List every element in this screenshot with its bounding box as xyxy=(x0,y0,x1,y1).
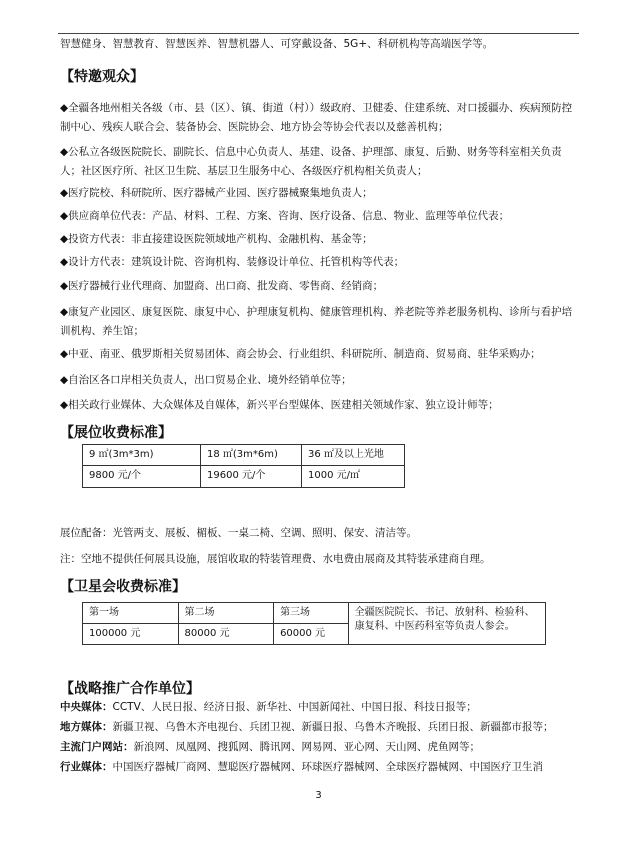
table-cell: 1000 元/㎡ xyxy=(302,466,405,488)
partner-heading: 【战略推广合作单位】 xyxy=(60,681,200,697)
table-cell: 18 ㎡(3m*6m) xyxy=(201,445,302,466)
table-cell-note: 全疆医院院长、书记、放射科、检验科、康复科、中医药科室等负责人参会。 xyxy=(348,603,545,645)
table-cell: 60000 元 xyxy=(274,624,349,645)
partner-line xyxy=(60,760,543,774)
audience-item: ◆医疗器械行业代理商、加盟商、出口商、批发商、零售商、经销商； xyxy=(60,280,384,292)
table-cell: 9 ㎡(3m*3m) xyxy=(83,445,201,466)
partner-line xyxy=(60,720,554,734)
table-cell: 第一场 xyxy=(83,603,179,624)
booth-fee-table xyxy=(82,444,405,488)
audience-item: ◆医疗院校、科研院所、医疗器械产业园、医疗器械聚集地负责人； xyxy=(60,187,373,199)
partner-label: 行业媒体： xyxy=(60,761,113,773)
table-row xyxy=(83,445,405,466)
table-cell: 80000 元 xyxy=(178,624,274,645)
audience-item: ◆全疆各地州相关各级（市、县（区）、镇、街道（村））级政府、卫健委、住建系统、对口援疆办、疾病预防控制中心、残疾人联合会、装备协会、医院协会、地方协会等协会代表以及慈善机构； xyxy=(60,102,573,133)
table-row xyxy=(83,603,546,624)
table-cell: 第二场 xyxy=(178,603,274,624)
table-cell: 第三场 xyxy=(274,603,349,624)
table-cell: 100000 元 xyxy=(83,624,179,645)
header-rule xyxy=(58,33,579,34)
partner-label: 地方媒体： xyxy=(60,721,113,733)
partner-line xyxy=(60,700,477,714)
audience-item: ◆供应商单位代表：产品、材料、工程、方案、咨询、医疗设备、信息、物业、监理等单位代表； xyxy=(60,210,510,222)
audience-item: ◆相关政行业媒体、大众媒体及自媒体，新兴平台型媒体、医建相关领域作家、独立设计师等； xyxy=(60,399,499,411)
audience-item: ◆自治区各口岸相关负责人，出口贸易企业、境外经销单位等； xyxy=(60,374,352,386)
intro-line: 智慧健身、智慧教育、智慧医养、智慧机器人、可穿戴设备、5G+、科研机构等高端医学等。 xyxy=(60,38,494,50)
audience-item: ◆康复产业园区、康复医院、康复中心、护理康复机构、健康管理机构、养老院等养老服务机构、诊所与看护培训机构、养生馆； xyxy=(60,306,573,337)
audience-item: ◆公私立各级医院院长、副院长、信息中心负责人、基建、设备、护理部、康复、后勤、财务等科室相关负责人；社区医疗所、社区卫生院、基层卫生服务中心、各级医疗机构相关负责人； xyxy=(60,146,562,177)
partner-text: CCTV、人民日报、经济日报、新华社、中国新闻社、中国日报、科技日报等； xyxy=(112,701,477,713)
table-cell: 19600 元/个 xyxy=(201,466,302,488)
booth-note-equipment: 展位配备：光管两支、展板、楣板、一桌二椅、空调、照明、保安、清洁等。 xyxy=(60,527,417,539)
page-number: 3 xyxy=(315,790,322,801)
audience-item: ◆设计方代表：建筑设计院、咨询机构、装修设计单位、托管机构等代表； xyxy=(60,256,405,268)
table-row xyxy=(83,466,405,488)
booth-heading: 【展位收费标准】 xyxy=(60,425,172,441)
partner-text: 新疆卫视、乌鲁木齐电视台、兵团卫视、新疆日报、乌鲁木齐晚报、兵团日报、新疆都市报等； xyxy=(112,721,554,733)
satellite-heading: 【卫星会收费标准】 xyxy=(60,579,186,595)
audience-heading: 【特邀观众】 xyxy=(60,69,144,85)
table-cell: 9800 元/个 xyxy=(83,466,201,488)
table-cell: 36 ㎡及以上光地 xyxy=(302,445,405,466)
partner-label: 中央媒体： xyxy=(60,701,113,713)
audience-item: ◆中亚、南亚、俄罗斯相关贸易团体、商会协会、行业组织、科研院所、制造商、贸易商、驻华采购办； xyxy=(60,348,541,360)
audience-item: ◆投资方代表：非直接建设医院领域地产机构、金融机构、基金等； xyxy=(60,233,373,245)
partner-text: 中国医疗器械厂商网、慧聪医疗器械网、环球医疗器械网、全球医疗器械网、中国医疗卫生消 xyxy=(112,761,543,773)
partner-line xyxy=(60,740,480,754)
partner-text: 新浪网、凤凰网、搜狐网、腾讯网、网易网、亚心网、天山网、虎鱼网等； xyxy=(133,741,480,753)
partner-label: 主流门户网站： xyxy=(60,741,134,753)
booth-note-space: 注：空地不提供任何展具设施，展馆收取的特装管理费、水电费由展商及其特装承建商自理。 xyxy=(60,553,491,565)
satellite-fee-table xyxy=(82,602,546,645)
